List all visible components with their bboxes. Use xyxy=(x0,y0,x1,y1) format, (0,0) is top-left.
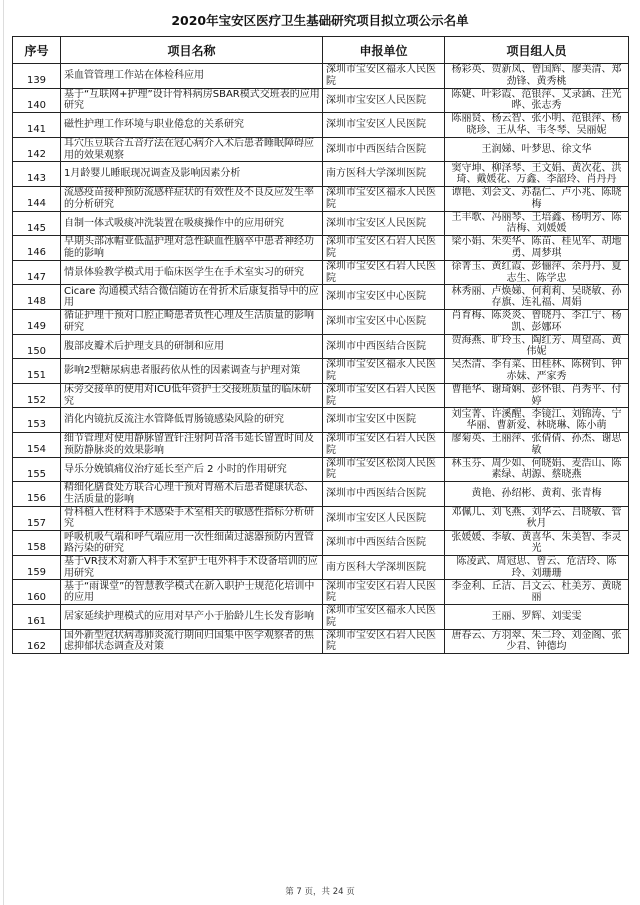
row-number: 152 xyxy=(13,383,61,408)
project-members: 徐菁玉、黄红霞、彭俪萍、余丹丹、夏志生、陈学忠 xyxy=(445,260,629,285)
applicant-unit: 深圳市宝安区人民医院 xyxy=(323,113,445,138)
project-name: 基于VR技术对新入科手术室护士电外科手术设备培训的应用研究 xyxy=(61,555,323,580)
project-members: 邓佩儿、刘飞燕、刘华云、吕晓敏、管秋月 xyxy=(445,506,629,531)
table-row xyxy=(13,383,629,408)
project-name: 流感疫苗接种预防流感样症状的有效性及不良反应发生率的分析研究 xyxy=(61,186,323,211)
table-row xyxy=(13,285,629,310)
table-row xyxy=(13,211,629,236)
project-members: 王丰歌、冯丽琴、王培鑫、杨明芳、陈洁梅、刘媛媛 xyxy=(445,211,629,236)
project-name: 呼吸机吸气端和呼气端应用一次性细菌过滤器预防内置管路污染的研究 xyxy=(61,531,323,556)
header-unit: 申报单位 xyxy=(323,37,445,64)
row-number: 158 xyxy=(13,531,61,556)
project-name: 采血管管理工作站在体检科应用 xyxy=(61,64,323,89)
project-name: 腹部皮瓣术后护理支具的研制和应用 xyxy=(61,334,323,359)
row-number: 139 xyxy=(13,64,61,89)
project-members: 陈丽贤、杨云智、张小明、范银萍、杨晓珍、王从华、韦冬琴、吴丽妮 xyxy=(445,113,629,138)
table-row xyxy=(13,137,629,162)
table-row xyxy=(13,64,629,89)
applicant-unit: 南方医科大学深圳医院 xyxy=(323,555,445,580)
row-number: 161 xyxy=(13,605,61,630)
table-row xyxy=(13,186,629,211)
table-row xyxy=(13,334,629,359)
applicant-unit: 深圳市宝安区人民医院 xyxy=(323,88,445,113)
applicant-unit: 深圳市中西医结合医院 xyxy=(323,482,445,507)
project-members: 唐春云、方羽翠、朱二玲、刘金阁、张少君、钟德均 xyxy=(445,629,629,654)
table-row xyxy=(13,408,629,433)
row-number: 155 xyxy=(13,457,61,482)
applicant-unit: 深圳市中西医结合医院 xyxy=(323,137,445,162)
project-members: 王丽、罗辉、刘雯雯 xyxy=(445,605,629,630)
table-row xyxy=(13,482,629,507)
row-number: 151 xyxy=(13,359,61,384)
row-number: 150 xyxy=(13,334,61,359)
row-number: 159 xyxy=(13,555,61,580)
applicant-unit: 深圳市宝安区福永人民医院 xyxy=(323,605,445,630)
project-name: 耳穴压豆联合五音疗法在冠心病介入术后患者睡眠障碍应用的效果观察 xyxy=(61,137,323,162)
row-number: 160 xyxy=(13,580,61,605)
row-number: 141 xyxy=(13,113,61,138)
project-name: 床旁交接单的使用对ICU低年资护士交接班质量的临床研究 xyxy=(61,383,323,408)
applicant-unit: 深圳市宝安区福永人民医院 xyxy=(323,359,445,384)
row-number: 140 xyxy=(13,88,61,113)
page-footer: 第 7 页，共 24 页 xyxy=(285,887,355,897)
project-name: 情景体验教学模式用于临床医学生在手术室实习的研究 xyxy=(61,260,323,285)
project-name: 磁性护理工作环境与职业倦怠的关系研究 xyxy=(61,113,323,138)
project-name: 早期头部冰帽亚低温护理对急性缺血性脑卒中患者神经功能的影响 xyxy=(61,236,323,261)
applicant-unit: 深圳市中西医结合医院 xyxy=(323,531,445,556)
applicant-unit: 深圳市宝安区石岩人民医院 xyxy=(323,432,445,457)
project-name: Cicare 沟通模式结合微信随访在骨折术后康复指导中的应用 xyxy=(61,285,323,310)
project-members: 张媛媛、李敏、黄喜华、朱美智、李灵光 xyxy=(445,531,629,556)
page-title: 2020年宝安区医疗卫生基础研究项目拟立项公示名单 xyxy=(171,13,469,28)
table-row xyxy=(13,236,629,261)
project-members: 杨彩英、贺新凤、曾国辉、廖美清、郑劲锋、黄秀桃 xyxy=(445,64,629,89)
table-row xyxy=(13,88,629,113)
table-row xyxy=(13,260,629,285)
project-members: 王润娣、叶梦思、徐文华 xyxy=(445,137,629,162)
header-members: 项目组人员 xyxy=(445,37,629,64)
table-row xyxy=(13,580,629,605)
table-row xyxy=(13,506,629,531)
project-members: 曹艳华、谢琦娴、彭怀银、肖秀平、付婷 xyxy=(445,383,629,408)
applicant-unit: 深圳市宝安区石岩人民医院 xyxy=(323,260,445,285)
project-members: 贺海燕、旷玲玉、陶红芳、周望高、黄伟妮 xyxy=(445,334,629,359)
project-name: 影响2型糖尿病患者服药依从性的因素调查与护理对策 xyxy=(61,359,323,384)
applicant-unit: 深圳市宝安区中医院 xyxy=(323,408,445,433)
project-members: 黄艳、孙绍彬、黄莉、张青梅 xyxy=(445,482,629,507)
row-number: 156 xyxy=(13,482,61,507)
project-name: 精细化膳食处方联合心理干预对胃癌术后患者健康状态、生活质量的影响 xyxy=(61,482,323,507)
applicant-unit: 深圳市宝安区中心医院 xyxy=(323,285,445,310)
project-members: 廖菊英、王丽萍、张倩倩、孙杰、谢思敏 xyxy=(445,432,629,457)
project-members: 李金利、丘洁、吕文云、杜美芳、黄晓丽 xyxy=(445,580,629,605)
applicant-unit: 深圳市宝安区石岩人民医院 xyxy=(323,580,445,605)
row-number: 148 xyxy=(13,285,61,310)
project-members: 陈凌武、周冠思、曾云、危洁玲、陈玲、刘珊珊 xyxy=(445,555,629,580)
table-row xyxy=(13,531,629,556)
project-members: 林玉芬、周少如、何晓娟、麦浩山、陈素绿、胡源、蔡晓燕 xyxy=(445,457,629,482)
project-members: 谭艳、刘会文、苏磊仁、卢小兆、陈晓梅 xyxy=(445,186,629,211)
row-number: 146 xyxy=(13,236,61,261)
project-members: 梁小娟、朱奕华、陈苗、桂见军、胡地勇、周梦琪 xyxy=(445,236,629,261)
project-name: 基于“互联网+护理”设计骨科病房SBAR模式交班表的应用研究 xyxy=(61,88,323,113)
project-name: 国外新型冠状病毒肺炎流行期间归国集中医学观察者的焦虑抑郁状态调查及对策 xyxy=(61,629,323,654)
row-number: 154 xyxy=(13,432,61,457)
row-number: 162 xyxy=(13,629,61,654)
project-members: 林秀丽、卢焕娣、何莉莉、吴晓敏、孙存旗、连礼福、周娟 xyxy=(445,285,629,310)
applicant-unit: 深圳市宝安区中心医院 xyxy=(323,309,445,334)
project-name: 细节管理对使用静脉留置针注射阿昔洛韦延长留置时间及预防静脉炎的效果影响 xyxy=(61,432,323,457)
table-header-row xyxy=(13,37,629,64)
table-row xyxy=(13,432,629,457)
project-name: 骨科植入性材料手术感染手术室相关的敏感性指标分析研究 xyxy=(61,506,323,531)
project-name: 自制一体式吸痰冲洗装置在吸痰操作中的应用研究 xyxy=(61,211,323,236)
applicant-unit: 南方医科大学深圳医院 xyxy=(323,162,445,187)
row-number: 145 xyxy=(13,211,61,236)
page-edge-line xyxy=(3,0,4,905)
table-row xyxy=(13,629,629,654)
row-number: 149 xyxy=(13,309,61,334)
project-members: 陈婕、叶彩霞、范银萍、艾录涵、汪光晔、张志秀 xyxy=(445,88,629,113)
row-number: 157 xyxy=(13,506,61,531)
table-row xyxy=(13,555,629,580)
applicant-unit: 深圳市宝安区人民医院 xyxy=(323,506,445,531)
project-members: 刘宝菁、许溪醒、李镜江、刘锦涛、宁华丽、曹新爱、林晓琳、陈小萌 xyxy=(445,408,629,433)
table-row xyxy=(13,359,629,384)
applicant-unit: 深圳市宝安区石岩人民医院 xyxy=(323,629,445,654)
project-name: 居家延续护理模式的应用对早产小于胎龄儿生长发育影响 xyxy=(61,605,323,630)
applicant-unit: 深圳市宝安区石岩人民医院 xyxy=(323,236,445,261)
row-number: 143 xyxy=(13,162,61,187)
table-row xyxy=(13,113,629,138)
applicant-unit: 深圳市宝安区福永人民医院 xyxy=(323,186,445,211)
table-row xyxy=(13,605,629,630)
row-number: 147 xyxy=(13,260,61,285)
table-row xyxy=(13,309,629,334)
table-row xyxy=(13,457,629,482)
header-name: 项目名称 xyxy=(61,37,323,64)
applicant-unit: 深圳市宝安区石岩人民医院 xyxy=(323,383,445,408)
row-number: 142 xyxy=(13,137,61,162)
project-table xyxy=(12,36,629,654)
project-members: 吴杰清、李有菜、田桂林、陈树钊、钟赤妹、严家秀 xyxy=(445,359,629,384)
table-row xyxy=(13,162,629,187)
applicant-unit: 深圳市中西医结合医院 xyxy=(323,334,445,359)
header-num: 序号 xyxy=(13,37,61,64)
project-name: 导乐分娩镇痛仪治疗延长至产后 2 小时的作用研究 xyxy=(61,457,323,482)
applicant-unit: 深圳市宝安区福永人民医院 xyxy=(323,64,445,89)
project-name: 消化内镜抗反流注水管降低胃肠镜感染风险的研究 xyxy=(61,408,323,433)
applicant-unit: 深圳市宝安区松岗人民医院 xyxy=(323,457,445,482)
project-members: 窦守坤、柳泽琴、王文娟、黄次花、洪琦、戴媛花、万鑫、李韶玲、肖丹丹 xyxy=(445,162,629,187)
row-number: 144 xyxy=(13,186,61,211)
project-name: 基于“雨课堂”的智慧教学模式在新入职护士规范化培训中的应用 xyxy=(61,580,323,605)
project-name: 循证护理干预对口腔正畸患者负性心理及生活质量的影响研究 xyxy=(61,309,323,334)
project-name: 1月龄婴儿睡眠现况调查及影响因素分析 xyxy=(61,162,323,187)
row-number: 153 xyxy=(13,408,61,433)
applicant-unit: 深圳市宝安区人民医院 xyxy=(323,211,445,236)
project-members: 肖育梅、陈炎炎、曾晓丹、李江宁、杨凯、彭娜环 xyxy=(445,309,629,334)
